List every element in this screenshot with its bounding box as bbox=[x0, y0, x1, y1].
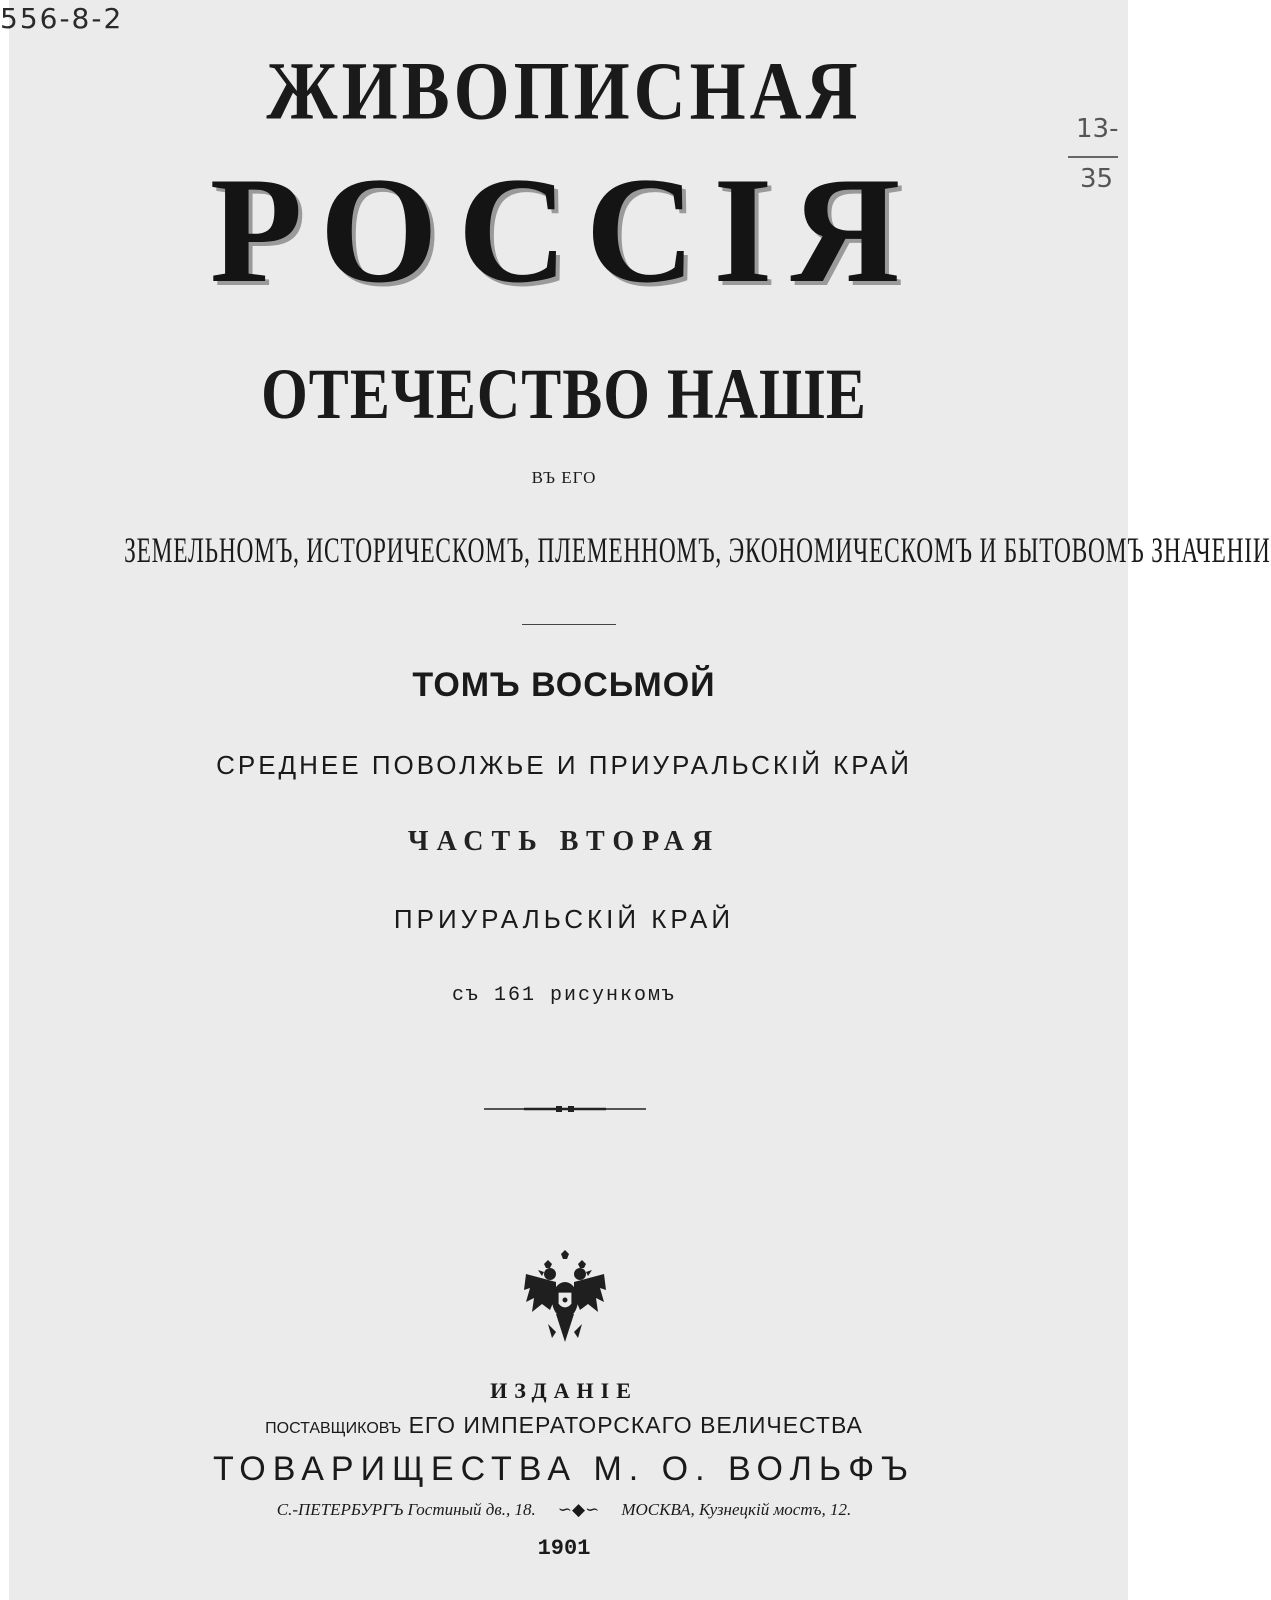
divider-rule bbox=[522, 624, 616, 625]
volume-title: ТОМЪ ВОСЬМОЙ bbox=[412, 666, 716, 704]
company-name: ТОВАРИЩЕСТВА М. О. ВОЛЬФЪ bbox=[213, 1450, 915, 1488]
address-line bbox=[0, 1500, 1128, 1520]
margin-note-bottom: 35 bbox=[1080, 164, 1114, 194]
address-separator: ∽◆∽ bbox=[557, 1500, 600, 1519]
margin-note-top: 13- bbox=[1076, 114, 1119, 144]
intro-small: ВЪ ЕГО bbox=[531, 468, 597, 487]
publication-year: 1901 bbox=[537, 1536, 591, 1561]
edition-label: ИЗДАНІЕ bbox=[490, 1378, 638, 1403]
ornamental-rule-icon bbox=[484, 1104, 646, 1114]
double-headed-eagle-icon bbox=[520, 1250, 610, 1350]
region-title: СРЕДНЕЕ ПОВОЛЖЬЕ И ПРИУРАЛЬСКІЙ КРАЙ bbox=[216, 750, 912, 780]
supplier-line bbox=[0, 1412, 1128, 1439]
address-spb: С.-ПЕТЕРБУРГЪ Гостиный дв., 18. bbox=[276, 1500, 536, 1519]
supplier-prefix: ПОСТАВЩИКОВЪ bbox=[265, 1420, 402, 1437]
part-title: ЧАСТЬ ВТОРАЯ bbox=[407, 826, 721, 857]
intro-long: ЗЕМЕЛЬНОМЪ, ИСТОРИЧЕСКОМЪ, ПЛЕМЕННОМЪ, ЭКОНОМИЧЕСКОМЪ И БЫТОВОМЪ ЗНАЧЕНІИ bbox=[124, 530, 1271, 571]
title-line-3: ОТЕЧЕСТВО НАШЕ bbox=[261, 354, 867, 434]
shelfmark-handwritten: 556-8-2 bbox=[0, 2, 124, 35]
supplier-rest: ЕГО ИМПЕРАТОРСКАГО ВЕЛИЧЕСТВА bbox=[408, 1412, 863, 1438]
illustrations-note: съ 161 рисункомъ bbox=[451, 984, 677, 1007]
title-line-1: ЖИВОПИСНАЯ bbox=[266, 44, 862, 137]
title-main: РОССІЯ bbox=[209, 146, 919, 314]
subregion-title: ПРИУРАЛЬСКІЙ КРАЙ bbox=[393, 904, 735, 934]
address-moscow: МОСКВА, Кузнецкій мостъ, 12. bbox=[621, 1500, 852, 1519]
